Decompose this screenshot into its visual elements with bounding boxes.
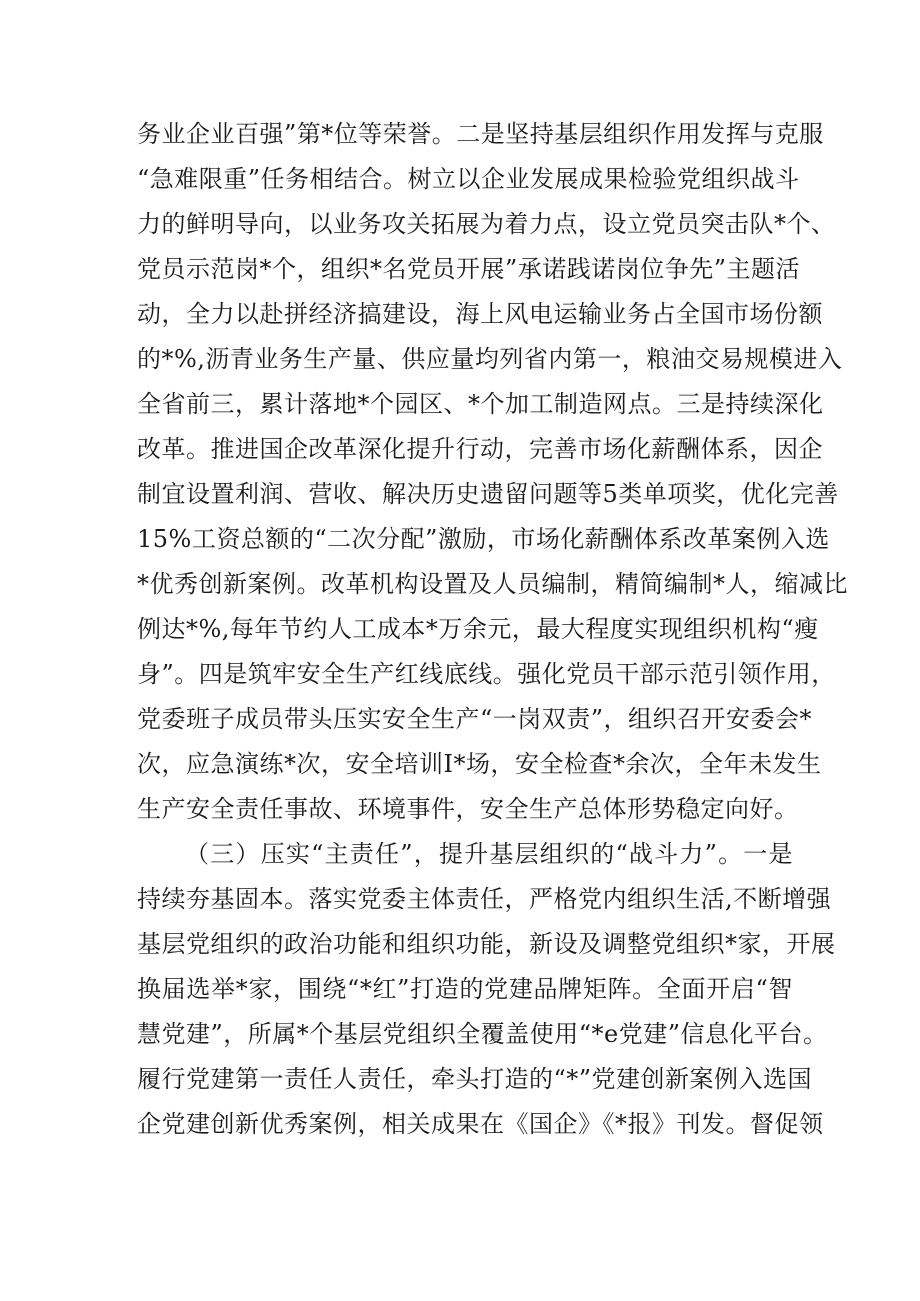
body-text-line: 履行党建第一责任人责任，牵头打造的“*”党建创新案例入选国 <box>137 1065 813 1093</box>
body-text-line: *优秀创新案例。改革机构设置及人员编制，精简编制*人，缩减比 <box>137 570 848 598</box>
body-text-line: 慧党建”，所属*个基层党组织全覆盖使用“*e党建”信息化平台。 <box>137 1020 828 1048</box>
body-text-line: 务业企业百强”第*位等荣誉。二是坚持基层组织作用发挥与克服 <box>137 120 824 148</box>
body-text-line: 的*%,沥青业务生产量、供应量均列省内第一，粮油交易规模进入 <box>137 345 843 373</box>
body-text-line: “急难限重”任务相结合。树立以企业发展成果检验党组织战斗 <box>137 165 800 193</box>
body-text-line: 党委班子成员带头压实安全生产“一岗双责”，组织召开安委会* <box>137 705 813 733</box>
body-text-line: 改革。推进国企改革深化提升行动，完善市场化薪酬体系，因企 <box>137 435 823 463</box>
body-text-line: 次，应急演练*次，安全培训I*场，安全检查*余次，全年未发生 <box>137 750 822 778</box>
body-text-line: 制宜设置利润、营收、解决历史遗留问题等5类单项奖，优化完善 <box>137 480 839 508</box>
body-text-line: 生产安全责任事故、环境事件，安全生产总体形势稳定向好。 <box>137 795 799 823</box>
body-text-line: 全省前三，累计落地*个园区、*个加工制造网点。三是持续深化 <box>137 390 824 418</box>
body-text-line: 力的鲜明导向，以业务攻关拓展为着力点，设立党员突击队*个、 <box>137 210 836 238</box>
body-text-line: 持续夯基固本。落实党委主体责任，严格党内组织生活,不断增强 <box>137 885 832 913</box>
section-heading-line: （三）压实“主责任”，提升基层组织的“战斗力”。一是 <box>185 840 793 868</box>
body-text-line: 例达*%,每年节约人工成本*万余元，最大程度实现组织机构“瘦 <box>137 615 819 643</box>
body-text-line: 换届选举*家，围绕“*红”打造的党建品牌矩阵。全面开启“智 <box>137 975 793 1003</box>
body-text-line: 党员示范岗*个，组织*名党员开展”承诺践诺岗位争先”主题活 <box>137 255 801 283</box>
body-text-line: 15%工资总额的“二次分配”激励，市场化薪酬体系改革案例入选 <box>137 525 830 553</box>
body-text-line: 企党建创新优秀案例，相关成果在《国企》《*报》刊发。督促领 <box>137 1110 824 1138</box>
body-text-line: 基层党组织的政治功能和组织功能，新设及调整党组织*家，开展 <box>137 930 836 958</box>
body-text-line: 身”。四是筑牢安全生产红线底线。强化党员干部示范引领作用， <box>137 660 836 688</box>
body-text-line: 动，全力以赴拼经济搞建设，海上风电运输业务占全国市场份额 <box>137 300 823 328</box>
